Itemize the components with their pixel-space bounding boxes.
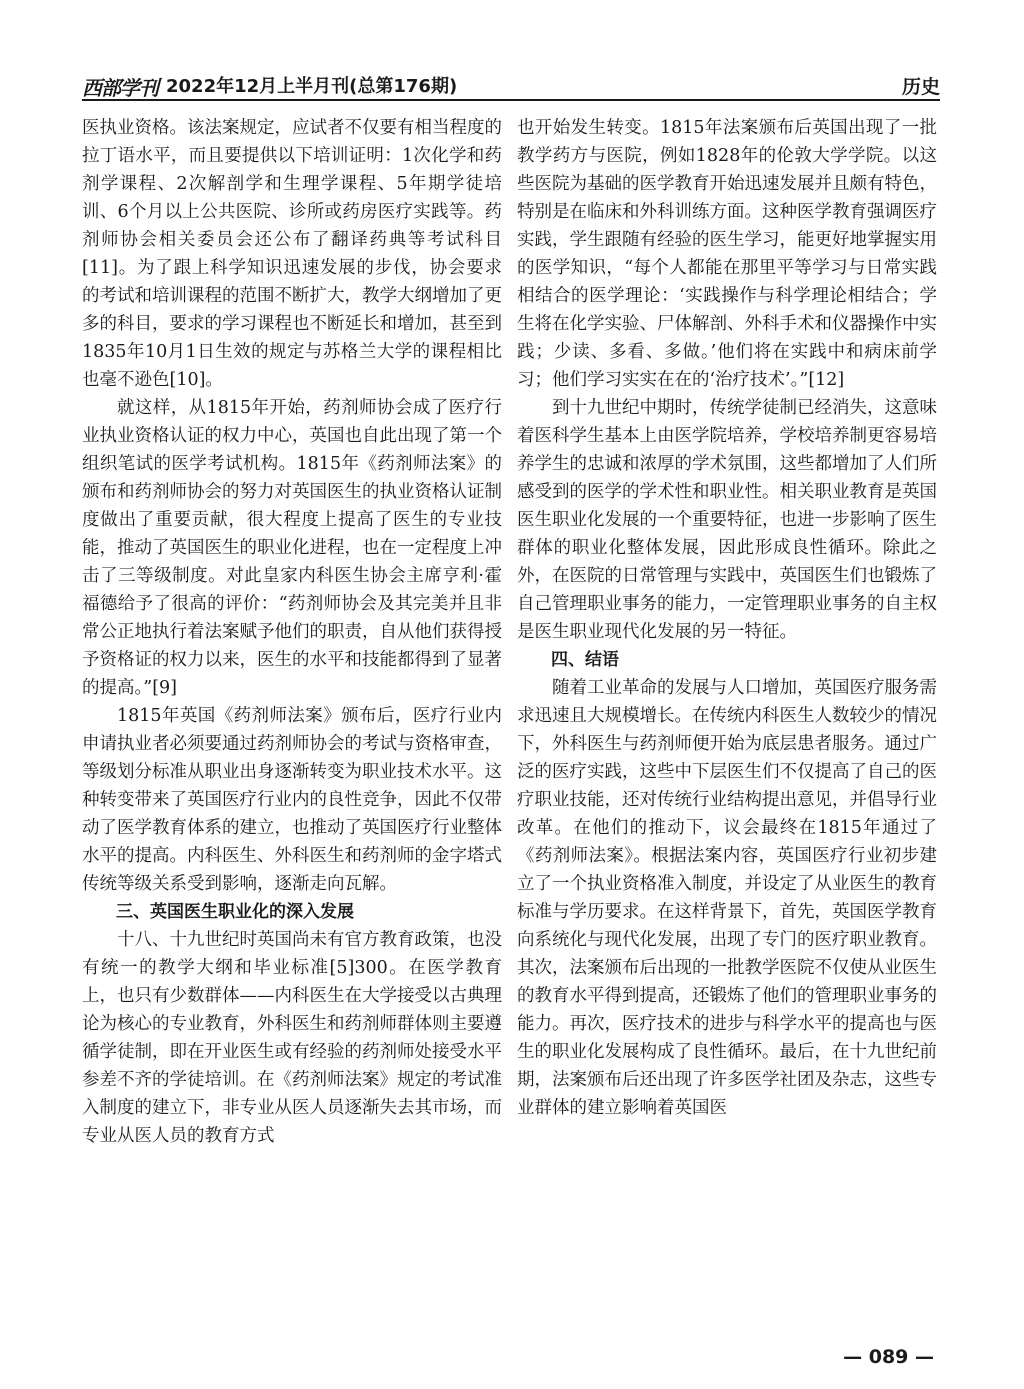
header-rule bbox=[82, 99, 940, 101]
issue-info: 2022年12月上半月刊(总第176期) bbox=[166, 76, 458, 97]
body-paragraph: 随着工业革命的发展与人口增加，英国医疗服务需求迅速且大规模增长。在传统内科医生人数较少的情况下，外科医生与药剂师便开始为底层患者服务。通过广泛的医疗实践，这些中下层医生们不仅提高了自己的医疗职业技能，还对传统行业结构提出意见，并倡导行业改革。在他们的推动下，议会最终在1815年通过了《药剂师法案》。根据法案内容，英国医疗行业初步建立了一个执业资格准入制度，并设定了从业医生的教育标准与学历要求。在这样背景下，首先，英国医学教育向系统化与现代化发展，出现了专门的医疗职业教育。其次，法案颁布后出现的一批教学医院不仅使从业医生的教育水平得到提高，还锻炼了他们的管理职业事务的能力。再次，医疗技术的进步与科学水平的提高也与医生的职业化发展构成了良性循环。最后，在十九世纪前期，法案颁布后还出现了许多医学社团及杂志，这些专业群体的建立影响着英国医 bbox=[517, 678, 937, 1118]
body-paragraph: 就这样，从1815年开始，药剂师协会成了医疗行业执业资格认证的权力中心，英国也自此出现了第一个组织笔试的医学考试机构。1815年《药剂师法案》的颁布和药剂师协会的努力对英国医生的执业资格认证制度做出了重要贡献，很大程度上提高了医生的专业技能，推动了英国医生的职业化进程，也在一定程度上冲击了三等级制度。对此皇家内科医生协会主席亨利·霍福德给予了很高的评价：“药剂师协会及其完美并且非常公正地执行着法案赋予他们的职责，自从他们获得授予资格证的权力以来，医生的水平和技能都得到了显著的提高。”[9] bbox=[82, 398, 502, 698]
body-paragraph: 医执业资格。该法案规定，应试者不仅要有相当程度的拉丁语水平，而且要提供以下培训证明：1次化学和药剂学课程、2次解剖学和生理学课程、5年期学徒培训、6个月以上公共医院、诊所或药房医疗实践等。药剂师协会相关委员会还公布了翻译药典等考试科目[11]。为了跟上科学知识迅速发展的步伐，协会要求的考试和培训课程的范围不断扩大，教学大纲增加了更多的科目，要求的学习课程也不断延长和增加，甚至到1835年10月1日生效的规定与苏格兰大学的课程相比也毫不逊色[10]。 bbox=[82, 118, 502, 390]
section-heading: 四、结语 bbox=[551, 650, 619, 670]
body-paragraph: 1815年英国《药剂师法案》颁布后，医疗行业内申请执业者必须要通过药剂师协会的考试与资格审查，等级划分标准从职业出身逐渐转变为职业技术水平。这种转变带来了英国医疗行业内的良性竞争，因此不仅带动了医学教育体系的建立，也推动了英国医疗行业整体水平的提高。内科医生、外科医生和药剂师的金字塔式传统等级关系受到影响，逐渐走向瓦解。 bbox=[82, 706, 502, 894]
right-column bbox=[517, 114, 937, 1122]
left-column bbox=[82, 114, 502, 1150]
journal-logo: 西部学刊 bbox=[82, 76, 158, 100]
body-paragraph: 也开始发生转变。1815年法案颁布后英国出现了一批教学药方与医院，例如1828年的伦敦大学学院。以这些医院为基础的医学教育开始迅速发展并且颇有特色，特别是在临床和外科训练方面。这种医学教育强调医疗实践，学生跟随有经验的医生学习，能更好地掌握实用的医学知识，“每个人都能在那里平等学习与日常实践相结合的医学理论：‘实践操作与科学理论相结合；学生将在化学实验、尸体解剖、外科手术和仪器操作中实践；少读、多看、多做。’他们将在实践中和病床前学习；他们学习实实在在的‘治疗技术’。”[12] bbox=[517, 118, 937, 390]
body-paragraph: 十八、十九世纪时英国尚未有官方教育政策，也没有统一的教学大纲和毕业标准[5]300。在医学教育上，也只有少数群体——内科医生在大学接受以古典理论为核心的专业教育，外科医生和药剂师群体则主要遵循学徒制，即在开业医生或有经验的药剂师处接受水平参差不齐的学徒培训。在《药剂师法案》规定的考试准入制度的建立下，非专业从医人员逐渐失去其市场，而专业从医人员的教育方式 bbox=[82, 930, 502, 1146]
page-header bbox=[82, 66, 940, 100]
body-paragraph: 到十九世纪中期时，传统学徒制已经消失，这意味着医科学生基本上由医学院培养，学校培养制更容易培养学生的忠诚和浓厚的学术氛围，这些都增加了人们所感受到的医学的学术性和职业性。相关职业教育是英国医生职业化发展的一个重要特征，也进一步影响了医生群体的职业化整体发展，因此形成良性循环。除此之外，在医院的日常管理与实践中，英国医生们也锻炼了自己管理职业事务的能力，一定管理职业事务的自主权是医生职业现代化发展的另一特征。 bbox=[517, 398, 937, 642]
page-number: — 089 — bbox=[843, 1346, 934, 1368]
section-name: 历史 bbox=[901, 76, 940, 98]
section-heading: 三、英国医生职业化的深入发展 bbox=[116, 902, 354, 922]
